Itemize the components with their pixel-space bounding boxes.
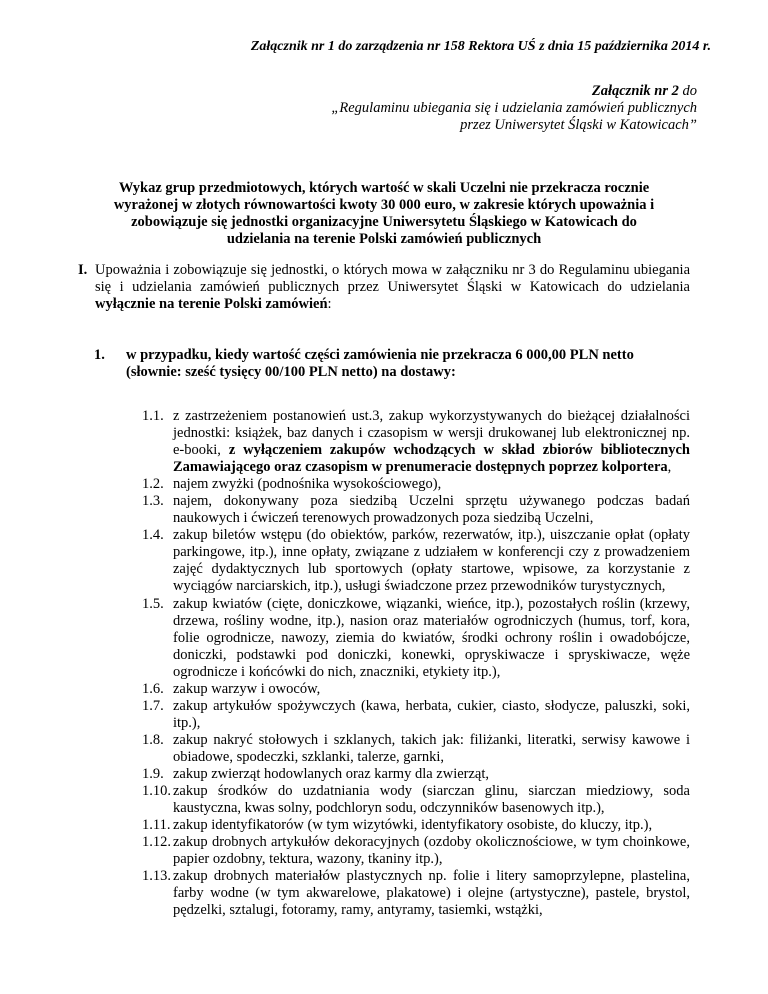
list-item bbox=[142, 493, 690, 527]
item-number: 1.5. bbox=[142, 595, 164, 612]
item-text: zakup środków do uzdatniania wody (siarczan glinu, siarczan miedziowy, soda kaustyczna, kwas solny, podchloryn sodu, odczynników basenowych itp.), bbox=[173, 783, 690, 817]
list-item bbox=[142, 834, 690, 868]
item-number: 1.13. bbox=[142, 868, 171, 885]
item-number: 1.1. bbox=[142, 408, 164, 424]
list-item bbox=[142, 766, 690, 783]
section-text bbox=[95, 262, 690, 313]
item-text: zakup zwierząt hodowlanych oraz karmy dla zwierząt, bbox=[173, 765, 490, 782]
section-number: I. bbox=[78, 262, 88, 278]
item-text: zakup identyfikatorów (w tym wizytówki, identyfikatory osobiste, do kluczy, itp.), bbox=[173, 817, 653, 834]
section-text-end: : bbox=[327, 296, 332, 312]
subsection-number: 1. bbox=[94, 347, 105, 363]
item-number: 1.3. bbox=[142, 493, 164, 510]
list-item bbox=[142, 817, 690, 834]
annex-suffix: do bbox=[678, 83, 697, 99]
annex-number: Załącznik nr 2 bbox=[591, 83, 679, 99]
ordinance-reference: Załącznik nr 1 do zarządzenia nr 158 Rektora UŚ z dnia 15 października 2014 r. bbox=[250, 39, 711, 54]
item-number: 1.4. bbox=[142, 527, 164, 544]
section-text-bold: wyłącznie na terenie Polski zamówień bbox=[95, 296, 328, 312]
item-text: najem zwyżki (podnośnika wysokościowego), bbox=[173, 476, 442, 493]
item-number: 1.8. bbox=[142, 731, 164, 748]
item-text-tail: , bbox=[667, 459, 672, 476]
item-list bbox=[142, 408, 690, 919]
item-number: 1.6. bbox=[142, 680, 164, 697]
item-text: zakup artykułów spożywczych (kawa, herbata, cukier, ciasto, słodycze, paluszki, soki, itp.), bbox=[173, 697, 690, 731]
list-item bbox=[142, 596, 690, 681]
subsection-text: w przypadku, kiedy wartość części zamówienia nie przekracza 6 000,00 PLN netto (słownie: sześć tysięcy 00/100 PLN netto) na dostawy: bbox=[126, 347, 634, 380]
item-text-bold: z wyłączeniem zakupów wchodzących w skład zbiorów bibliotecznych Zamawiającego oraz czasopism w prenumeracie dostępnych poprzez kolportera bbox=[173, 442, 690, 476]
annex-number-line bbox=[177, 83, 697, 100]
annex-reference bbox=[177, 83, 697, 134]
section-1 bbox=[78, 262, 690, 313]
list-item bbox=[142, 408, 690, 476]
list-item bbox=[142, 527, 690, 595]
subsection-1 bbox=[94, 347, 690, 381]
item-number: 1.2. bbox=[142, 476, 164, 493]
item-number: 1.11. bbox=[142, 817, 171, 834]
item-number: 1.12. bbox=[142, 834, 171, 851]
item-text: zakup warzyw i owoców, bbox=[173, 680, 321, 697]
regulation-title-line-1: „Regulaminu ubiegania się i udzielania zamówień publicznych bbox=[331, 100, 697, 116]
item-text: zakup drobnych materiałów plastycznych np. folie i litery samoprzylepne, plastelina, farby wodne (w tym akwarelowe, plakatowe) i olejne (artystyczne), pastele, brystol, pędzelki, sztalugi, fotoramy, ramy, antyramy, tasiemki, wstążki, bbox=[173, 868, 690, 919]
item-text: zakup drobnych artykułów dekoracyjnych (ozdoby okolicznościowe, w tym choinkowe, papier ozdobny, tektura, wazony, tkaniny itp.), bbox=[173, 834, 690, 868]
list-item bbox=[142, 681, 690, 698]
item-number: 1.9. bbox=[142, 765, 164, 782]
item-text: najem, dokonywany poza siedzibą Uczelni sprzętu używanego podczas badań naukowych i ćwiczeń terenowych prowadzonych poza siedzibą Uczelni, bbox=[173, 493, 690, 527]
list-item bbox=[142, 732, 690, 766]
item-text: zakup kwiatów (cięte, doniczkowe, wiązanki, wieńce, itp.), pozostałych roślin (krzewy, drzewa, rośliny wodne, itp.), nasion oraz materiałów ogrodniczych (humus, torf, kora, folie ogrodnicze, nawozy, ziemia do kwiatów, środki ochrony roślin i owadobójcze, doniczki, podstawki pod doniczki, konewki, opryskiwacze i spryskiwacze, węże ogrodnicze i końcówki do nich, znaczniki, etykiety itp.), bbox=[173, 595, 690, 680]
list-item bbox=[142, 868, 690, 919]
item-text: zakup nakryć stołowych i szklanych, takich jak: filiżanki, literatki, serwisy kawowe i obiadowe, spodeczki, szklanki, talerze, garnki, bbox=[173, 731, 690, 765]
list-item bbox=[142, 783, 690, 817]
item-text: z zastrzeżeniem postanowień ust.3, zakup wykorzystywanych do bieżącej działalności jednostki: książek, baz danych i czasopism w wersji drukowanej lub elektronicznej np. e-booki, bbox=[173, 408, 690, 459]
item-number: 1.10. bbox=[142, 783, 171, 800]
document-title: Wykaz grup przedmiotowych, których wartość w skali Uczelni nie przekracza rocznie wyrażonej w złotych równowartości kwoty 30 000 euro, w zakresie których upoważnia i zobowiązuje się jednostki organizacyjne Uniwersytetu Śląskiego w Katowicach do udzielania na terenie Polski zamówień publicznych bbox=[113, 180, 655, 247]
regulation-title-line-2: przez Uniwersytet Śląski w Katowicach” bbox=[460, 117, 697, 133]
list-item bbox=[142, 698, 690, 732]
item-text: zakup biletów wstępu (do obiektów, parków, rezerwatów, itp.), uiszczanie opłat (opłaty parkingowe, itp.), inne opłaty, związane z udziałem w konferencji czy z prowadzeniem zajęć dydaktycznych lub sportowych (opłaty startowe, wpisowe, za korzystanie z wyciągów narciarskich, itp.), usługi świadczone przez przewodników turystycznych, bbox=[173, 527, 690, 595]
list-item bbox=[142, 476, 690, 493]
item-number: 1.7. bbox=[142, 697, 164, 714]
section-text-part: Upoważnia i zobowiązuje się jednostki, o których mowa w załączniku nr 3 do Regulaminu ubiegania się i udzielania zamówień publicznych przez Uniwersytet Śląski w Katowicach do udzielania bbox=[95, 262, 690, 295]
